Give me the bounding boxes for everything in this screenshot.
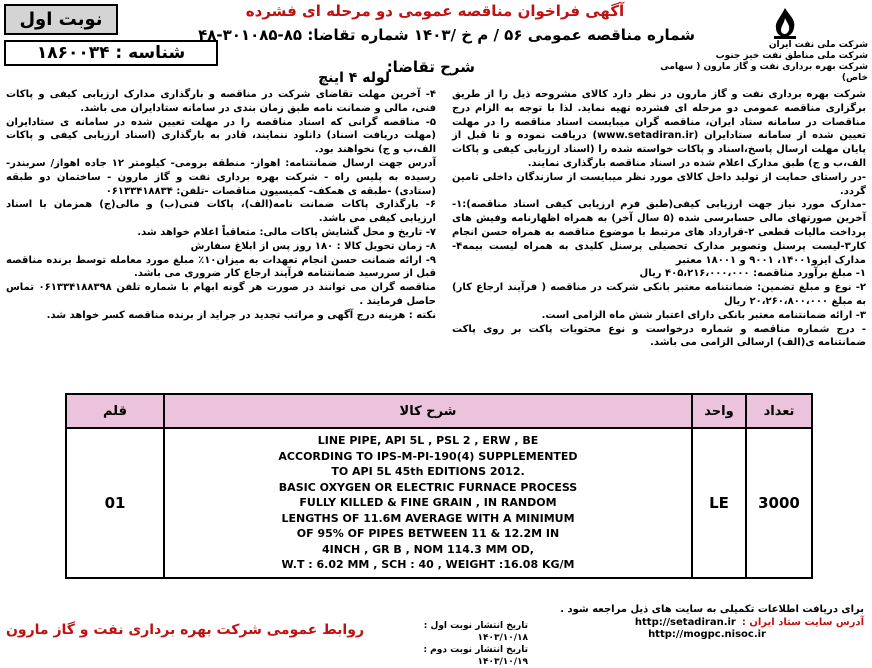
header-qty: تعداد	[746, 394, 812, 428]
header-item: قلم	[66, 394, 164, 428]
cell-item: 01	[66, 428, 164, 578]
desc-line: OF 95% OF PIPES BETWEEN 11 & 12.2M IN	[296, 527, 560, 541]
info-text: برای دریافت اطلاعات تکمیلی به سایت های ذیل مراجعه شود .	[560, 604, 864, 615]
setad-row	[534, 617, 864, 630]
right-column	[452, 88, 866, 350]
desc-line: LINE PIPE, API 5L , PSL 2 , ERW , BE	[317, 434, 539, 448]
company-line: شرکت بهره برداری نفت و گاز مارون ( سهامی خاص)	[660, 62, 868, 83]
paragraph: -مدارک مورد نیاز جهت ارزیابی کیفی(طبق فرم ارزیابی کیفی اسناد مناقصه):۱- آخرین صورتهای مالی حسابرسی شده (۵ سال آخر) به همراه اظهارنامه وفیش های پرداخت مالیات قطعی ۲-قرارداد های مرتبط با موضوع مناقصه به همراه حسن انجام کار۳-لیست پرسنل وتصویر مدارک تحصیلی پرسنل کلیدی به همراه لیست بیمه۴-مدارک ایزو۱۴۰۰۱، ۹۰۰۱ و ۱۸۰۰۱ معتبر	[452, 199, 866, 266]
company-line: شرکت ملی مناطق نفت خیز جنوب	[715, 51, 868, 61]
setad-label: آدرس سایت ستاد ایران :	[741, 616, 864, 628]
cell-unit: LE	[692, 428, 746, 578]
table-row	[66, 428, 812, 578]
paragraph: ۱- مبلغ برآورد مناقصه: ۴۰۵،۲۱۶،۰۰۰،۰۰۰ ریال	[639, 268, 866, 280]
footer-info	[534, 604, 864, 642]
table-header-row	[66, 394, 812, 428]
nisoc-row	[534, 629, 864, 642]
company-block	[638, 40, 868, 84]
flame-logo-icon	[766, 6, 804, 40]
paragraph: آدرس جهت ارسال ضمانتنامه: اهواز- منطقه برومی- کیلومتر ۱۲ جاده اهواز/ سربندر- رسیده به پلیس راه - شرکت بهره برداری نفت و گاز مارون - ساختمان دو طبقه (ستادی) -طبقه ی همکف- کمیسیون مناقصات -تلفن: ۰۶۱۳۳۴۱۸۸۳۴	[6, 157, 437, 197]
desc-line: W.T : 6.02 MM , SCH : 40 , WEIGHT :16.08 KG/M	[281, 558, 575, 572]
desc-line: TO API 5L 45th EDITIONS 2012.	[331, 465, 525, 479]
paragraph: ۲- نوع و مبلغ تضمین: ضمانتنامه معتبر بانکی شرکت در مناقصه ( فرآیند ارجاع کار) به مبلغ ۲۰،۲۶۰،۸۰۰،۰۰۰ ریال	[452, 282, 866, 307]
paragraph: ۸- زمان تحویل کالا : ۱۸۰ روز پس از ابلاغ سفارش	[190, 240, 436, 252]
paragraph: مناقصه گران می توانند در صورت هر گونه ابهام با شماره تلفن ۰۶۱۳۳۴۱۸۸۳۹۸ تماس حاصل فرمایند .	[6, 282, 436, 307]
pub-first: تاریخ انتشار نوبت اول : ۱۴۰۳/۱۰/۱۸	[423, 621, 528, 643]
paragraph: ۳- ارائه ضمانتنامه معتبر بانکی دارای اعتبار شش ماه الزامی است.	[541, 309, 866, 321]
cell-qty: 3000	[746, 428, 812, 578]
paragraph: ۶- بارگذاری پاکات ضمانت نامه(الف)، پاکات فنی(ب) و مالی(ج) همزمان با اسناد ارزیابی کیفی می باشد.	[6, 199, 436, 225]
desc-line: 4INCH , GR B , NOM 114.3 MM OD,	[322, 542, 534, 556]
pipe-title: لوله ۴ اینچ	[318, 70, 390, 86]
tender-number: شماره مناقصه عمومی ۵۶ / م خ /۱۴۰۳ شماره تقاضا: ۸۵-۳۰۱۰۸۵-۴۸	[198, 26, 695, 44]
paragraph: -در راستای حمایت از تولید داخل کالای مورد نظر میبایست از سازندگان داخلی تامین گردد.	[452, 171, 866, 197]
header-desc: شرح کالا	[164, 394, 692, 428]
paragraph: ۵- مناقصه گرانی که اسناد مناقصه را در مهلت تعیین شده در سامانه ی ستادایران (مهلت دریافت اسناد) دانلود ننمایند، قادر به بارگذاری (اسناد ارزیابی کیفی و پاکات الف،ب و ج) نخواهند بود.	[6, 116, 436, 156]
desc-line: ACCORDING TO IPS-M-PI-190(4) SUPPLEMENTED	[278, 449, 578, 463]
id-badge: شناسه : ۱۸۶۰۰۳۴	[4, 40, 218, 66]
desc-line: LENGTHS OF 11.6M AVERAGE WITH A MINIMUM	[281, 511, 575, 525]
paragraph: شرکت بهره برداری نفت و گاز مارون در نظر دارد کالای مشروحه ذیل را از طریق برگزاری مناقصه عمومی دو مرحله ای فشرده تهیه نماید. لذا با توجه به الزام درج مناقصات در سامانه ستاد ایران، مناقصه گران میبایست اسناد مناقصه را در مهلت تعیین شده از سامانه ستادایران (www.setadiran.ir) دریافت نموده و تا قبل از پایان مهلت ارسال پاسخ،اسناد و پاکات خواسته شده را (اسناد ارزیابی کیفی و پاکات الف،ب و ج) طبق مدارک اعلام شده در اسناد مناقصه بارگذاری نمایند.	[452, 89, 866, 169]
desc-line: FULLY KILLED & FINE GRAIN , IN RANDOM	[299, 496, 557, 510]
paragraph: ۴- آخرین مهلت تقاضای شرکت در مناقصه و بارگذاری مدارک ارزیابی کیفی و پاکات فنی، مالی و ضمانت نامه طبق زمان بندی در سامانه ستادایران می باشد.	[6, 89, 436, 114]
public-relations: روابط عمومی شرکت بهره برداری نفت و گاز مارون	[5, 622, 364, 638]
paragraph: - درج شماره مناقصه و شماره درخواست و نوع محتویات پاکت بر روی پاکت ضمانتنامه ی(الف) ارسالی الزامی می باشد.	[452, 323, 866, 349]
page-title: آگهی فراخوان مناقصه عمومی دو مرحله ای فشرده	[245, 2, 625, 20]
nisoc-link[interactable]: http://mogpc.nisoc.ir	[648, 629, 766, 640]
turn-badge: نوبت اول	[4, 4, 118, 35]
desc-line: BASIC OXYGEN OR ELECTRIC FURNACE PROCESS	[278, 480, 578, 494]
company-line: شرکت ملی نفت ایران	[768, 40, 868, 50]
left-column	[6, 88, 436, 323]
spacer	[772, 629, 864, 642]
pub-second: تاریخ انتشار نوبت دوم : ۱۴۰۳/۱۰/۱۹	[423, 645, 528, 667]
paragraph: ۷- تاریخ و محل گشایش پاکات مالی: متعاقباً اعلام خواهد شد.	[137, 226, 436, 238]
cell-desc	[164, 428, 692, 578]
items-table	[65, 393, 813, 579]
paragraph: نکته : هزینه درج آگهی و مراتب تجدید در جراید از برنده مناقصه کسر خواهد شد.	[46, 309, 436, 321]
header-unit: واحد	[692, 394, 746, 428]
paragraph: ۹- ارائه ضمانت حسن انجام تعهدات به میزان۱۰٪ مبلغ مورد معامله توسط برنده مناقصه قبل از سررسید ضمانتنامه فرآیند ارجاع کار ضروری می باشد.	[6, 254, 436, 280]
setad-link[interactable]: http://setadiran.ir	[634, 616, 736, 628]
request-title: شرح تقاضا:	[386, 58, 475, 76]
